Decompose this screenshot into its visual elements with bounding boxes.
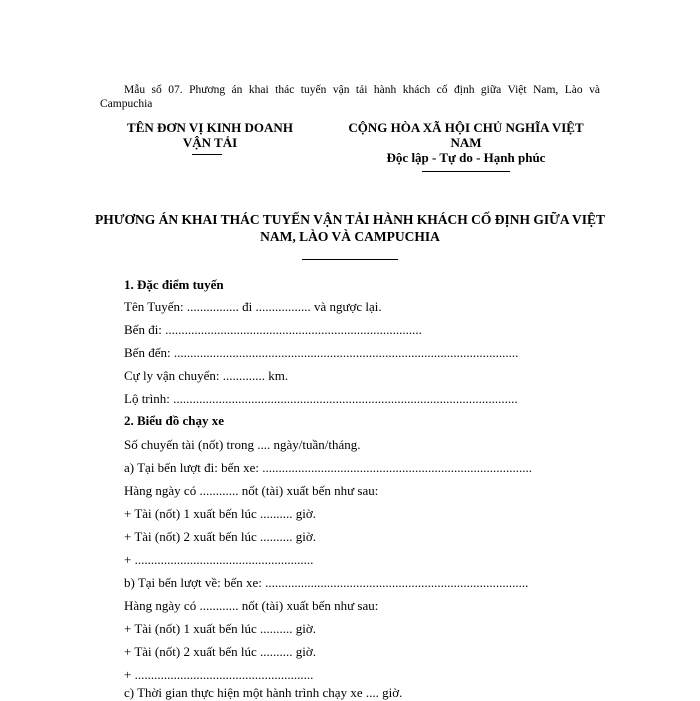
outbound-trip-more-line: + ....................................................... <box>124 552 314 567</box>
transport-distance-line: Cự ly vận chuyển: ............. km. <box>124 368 289 383</box>
title-underline <box>302 259 398 260</box>
outbound-daily-trips-line: Hàng ngày có ............ nốt (tài) xuất bến như sau: <box>124 483 379 498</box>
outbound-trip-2-line: + Tài (nốt) 2 xuất bến lúc .......... giờ. <box>124 529 316 544</box>
return-trip-1-line: + Tài (nốt) 1 xuất bến lúc .......... giờ. <box>124 621 316 636</box>
outbound-trip-1-line: + Tài (nốt) 1 xuất bến lúc .......... giờ. <box>124 506 316 521</box>
business-unit-line-1: TÊN ĐƠN VỊ KINH DOANH <box>127 120 293 135</box>
section-heading-route-features: 1. Đặc điểm tuyến <box>124 277 224 292</box>
national-motto: Độc lập - Tự do - Hạnh phúc <box>386 150 546 165</box>
section-heading-schedule: 2. Biểu đồ chạy xe <box>124 413 225 428</box>
trip-count-line: Số chuyến tài (nốt) trong .... ngày/tuần/tháng. <box>124 437 361 452</box>
country-name-line-2: NAM <box>450 135 482 150</box>
motto-underline <box>422 171 510 172</box>
form-number-continued: Campuchia <box>100 98 153 110</box>
outbound-station-line: a) Tại bến lượt đi: bến xe: ................................................................................... <box>124 460 532 475</box>
arrival-station-line: Bến đến: .......................................................................................................... <box>124 345 519 360</box>
return-station-line: b) Tại bến lượt về: bến xe: ................................................................................. <box>124 575 529 590</box>
return-trip-2-line: + Tài (nốt) 2 xuất bến lúc .......... giờ. <box>124 644 316 659</box>
route-name-line: Tên Tuyến: ................ đi ................. và ngược lại. <box>124 299 382 314</box>
document-title <box>78 211 622 245</box>
journey-duration-line: c) Thời gian thực hiện một hành trình chạy xe .... giờ. <box>124 685 403 700</box>
business-unit-line-2: VẬN TẢI <box>182 135 238 150</box>
itinerary-line: Lộ trình: .......................................................................................................... <box>124 391 518 406</box>
country-name-line-1: CỘNG HÒA XÃ HỘI CHỦ NGHĨA VIỆT <box>348 120 584 135</box>
return-trip-more-line: + ....................................................... <box>124 667 314 682</box>
business-unit-heading <box>100 120 320 150</box>
departure-station-line: Bến đi: ............................................................................... <box>124 322 422 337</box>
form-number: Mẫu số 07. Phương án khai thác tuyến vận tải hành khách cố định giữa Việt Nam, Lào và <box>124 84 600 96</box>
document-title-line-2: NAM, LÀO VÀ CAMPUCHIA <box>260 229 440 244</box>
document-title-line-1: PHƯƠNG ÁN KHAI THÁC TUYẾN VẬN TẢI HÀNH KHÁCH CỐ ĐỊNH GIỮA VIỆT <box>94 212 606 227</box>
business-unit-underline <box>192 154 222 155</box>
national-heading <box>332 120 600 165</box>
return-daily-trips-line: Hàng ngày có ............ nốt (tài) xuất bến như sau: <box>124 598 379 613</box>
